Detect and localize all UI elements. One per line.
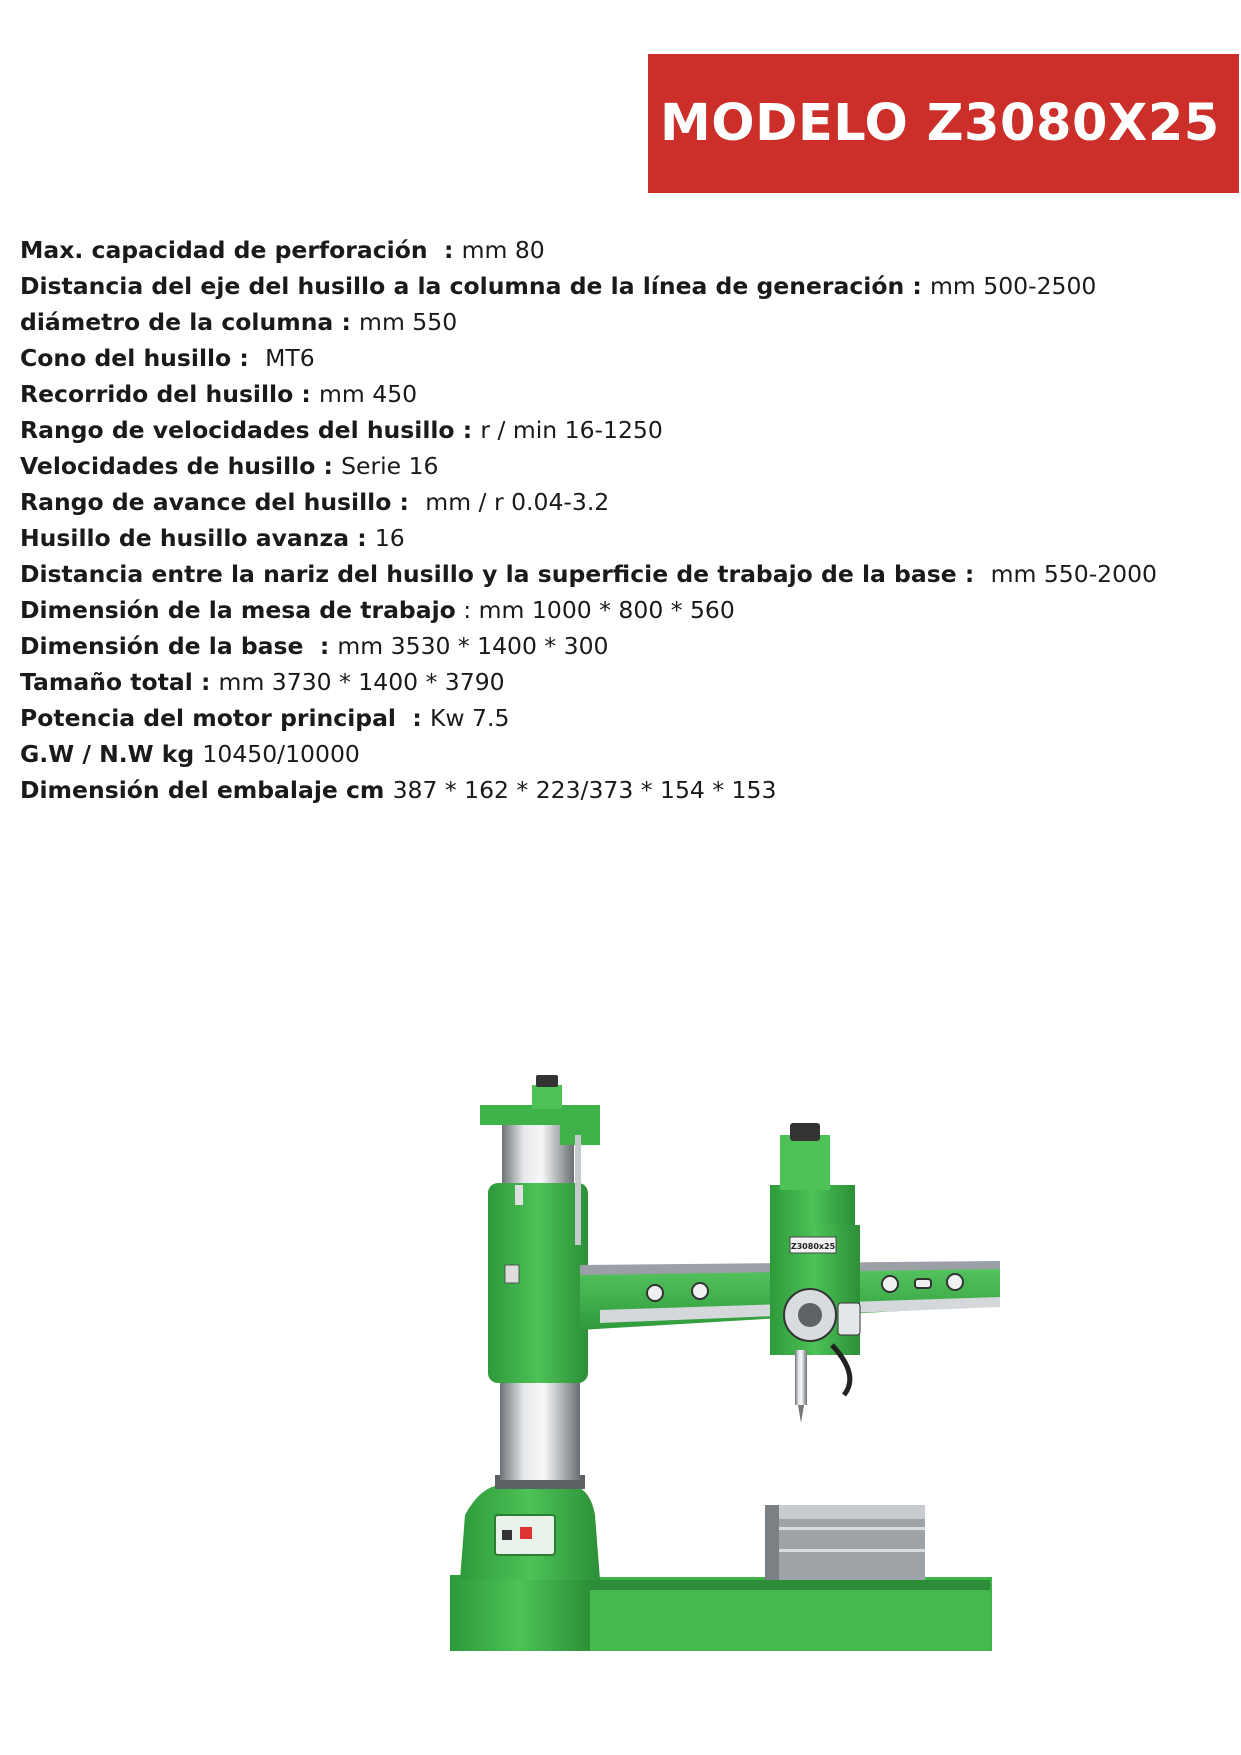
spec-row xyxy=(20,484,1230,520)
spec-value: 10450/10000 xyxy=(202,740,360,768)
spec-label: Recorrido del husillo : xyxy=(20,380,320,408)
spec-label: Max. capacidad de perforación : xyxy=(20,236,462,264)
spec-label: Dimensión de la mesa de trabajo xyxy=(20,596,456,624)
spec-value: mm 550 xyxy=(359,308,458,336)
spec-value: mm 80 xyxy=(461,236,545,264)
spec-row xyxy=(20,700,1230,736)
spec-row xyxy=(20,376,1230,412)
spec-label: diámetro de la columna : xyxy=(20,308,360,336)
column-base xyxy=(460,1475,600,1580)
spec-row xyxy=(20,340,1230,376)
spec-label: G.W / N.W kg xyxy=(20,740,203,768)
spec-label: Distancia del eje del husillo a la columna de la línea de generación : xyxy=(20,272,930,300)
spec-value: mm 3530 * 1400 * 300 xyxy=(337,632,609,660)
spec-value: : mm 1000 * 800 * 560 xyxy=(455,596,735,624)
spec-value: r / min 16-1250 xyxy=(480,416,663,444)
drilling-head xyxy=(770,1123,860,1423)
spec-value: mm 500-2500 xyxy=(929,272,1097,300)
spec-value: 387 * 162 * 223/373 * 154 * 153 xyxy=(392,776,777,804)
spec-value: mm 450 xyxy=(319,380,418,408)
spec-value: mm 550-2000 xyxy=(990,560,1157,588)
machine-base xyxy=(450,1575,992,1651)
spec-label: Cono del husillo : xyxy=(20,344,266,372)
spec-row xyxy=(20,664,1230,700)
radial-drill-machine-image xyxy=(440,1075,1020,1651)
spec-row xyxy=(20,628,1230,664)
spec-label: Tamaño total : xyxy=(20,668,219,696)
spec-label: Distancia entre la nariz del husillo y la superficie de trabajo de la base : xyxy=(20,560,991,588)
spec-row xyxy=(20,592,1230,628)
spec-value: Kw 7.5 xyxy=(429,704,510,732)
spec-value: MT6 xyxy=(265,344,315,372)
spec-label: Velocidades de husillo : xyxy=(20,452,342,480)
spec-list xyxy=(20,232,1230,808)
spec-row xyxy=(20,268,1230,304)
title-banner xyxy=(648,54,1239,193)
spec-row xyxy=(20,772,1230,808)
spec-label: Husillo de husillo avanza : xyxy=(20,524,375,552)
model-title: MODELO Z3080X25 xyxy=(660,94,1220,153)
spec-row xyxy=(20,412,1230,448)
spec-row xyxy=(20,556,1230,592)
spec-label: Rango de avance del husillo : xyxy=(20,488,426,516)
spec-label: Dimensión del embalaje cm xyxy=(20,776,393,804)
work-table xyxy=(765,1505,925,1580)
spec-label: Rango de velocidades del husillo : xyxy=(20,416,481,444)
spec-label: Potencia del motor principal : xyxy=(20,704,430,732)
spec-row xyxy=(20,304,1230,340)
spec-row xyxy=(20,448,1230,484)
nameplate-text: Z3080x25 xyxy=(790,1242,836,1251)
lower-column xyxy=(500,1380,580,1480)
spec-value: mm / r 0.04-3.2 xyxy=(425,488,610,516)
spec-row xyxy=(20,520,1230,556)
spec-row xyxy=(20,736,1230,772)
arm-carrier xyxy=(488,1183,588,1383)
spec-value: 16 xyxy=(374,524,405,552)
spec-row xyxy=(20,232,1230,268)
spec-label: Dimensión de la base : xyxy=(20,632,338,660)
spec-value: mm 3730 * 1400 * 3790 xyxy=(218,668,505,696)
spec-value: Serie 16 xyxy=(341,452,439,480)
